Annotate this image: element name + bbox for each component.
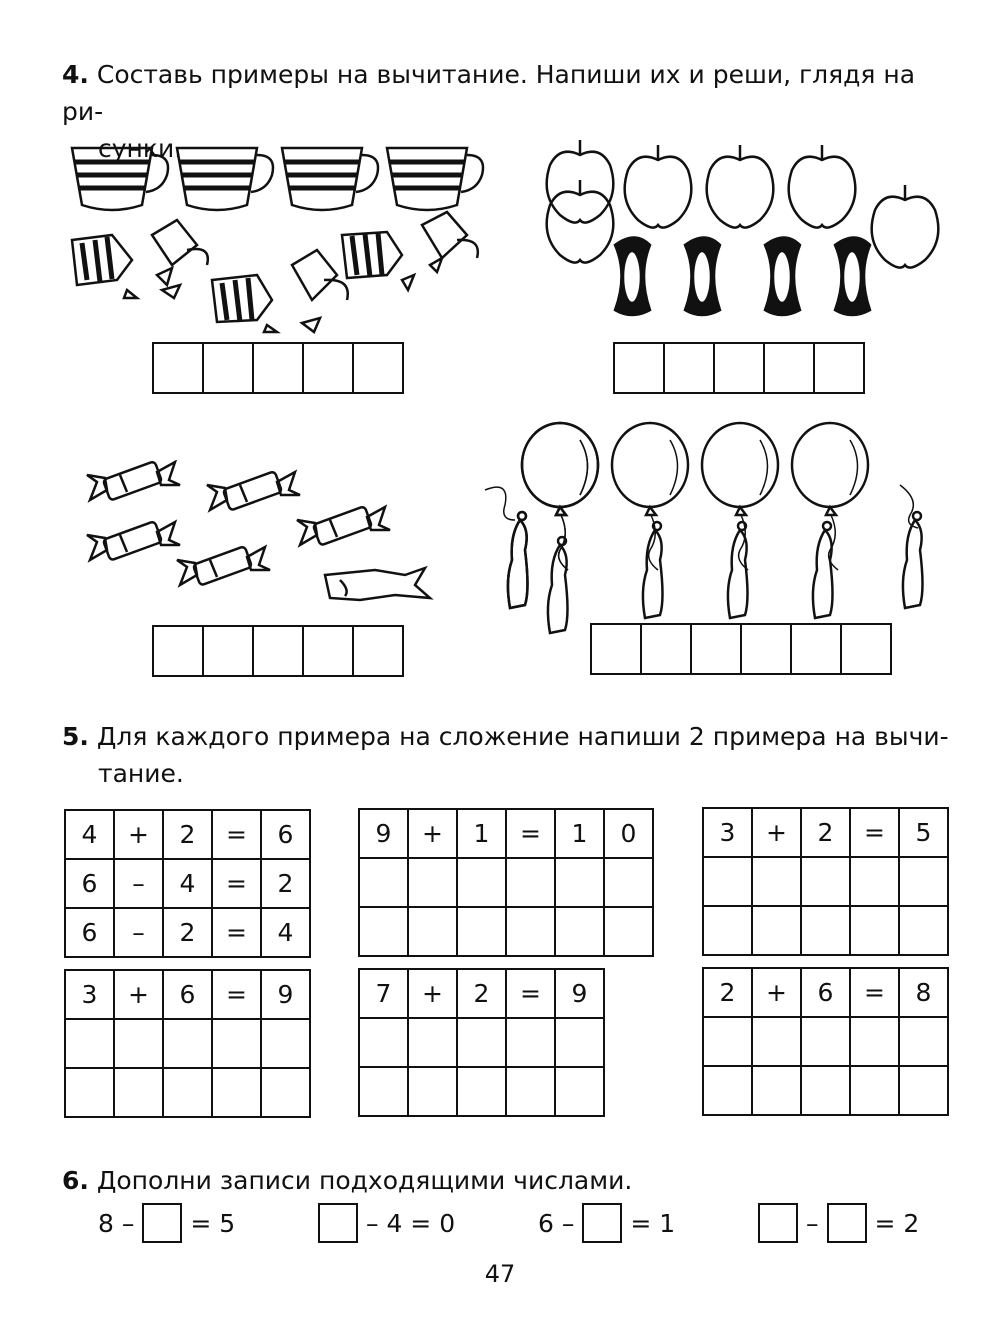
grid-cell[interactable] bbox=[555, 1067, 604, 1116]
grid-cell[interactable] bbox=[752, 1066, 801, 1115]
grid-cell[interactable] bbox=[801, 857, 850, 906]
grid-row bbox=[359, 969, 604, 1018]
answer-cell[interactable] bbox=[665, 344, 715, 392]
grid-row bbox=[359, 1018, 604, 1067]
cups-icon bbox=[62, 140, 492, 340]
grid-cell[interactable] bbox=[899, 857, 948, 906]
answer-cell[interactable] bbox=[692, 625, 742, 673]
answer-cell[interactable] bbox=[642, 625, 692, 673]
grid-cell[interactable]: 6 bbox=[801, 968, 850, 1017]
grid-cell[interactable]: 2 bbox=[163, 908, 212, 957]
grid-cell[interactable]: = bbox=[212, 859, 261, 908]
grid-row bbox=[703, 1017, 948, 1066]
apples-picture bbox=[540, 135, 950, 325]
answer-cell[interactable] bbox=[615, 344, 665, 392]
grid-cell[interactable]: 6 bbox=[163, 970, 212, 1019]
grid-cell[interactable]: 6 bbox=[65, 908, 114, 957]
fill-in-box[interactable] bbox=[318, 1203, 358, 1243]
grid-row bbox=[703, 808, 948, 857]
grid-cell[interactable]: 2 bbox=[457, 969, 506, 1018]
fill-in-box[interactable] bbox=[827, 1203, 867, 1243]
grid-cell[interactable]: 4 bbox=[261, 908, 310, 957]
equation-grid-3[interactable] bbox=[702, 807, 949, 956]
answer-cell[interactable] bbox=[354, 344, 402, 392]
equation-text: 8 – bbox=[98, 1208, 135, 1238]
answer-cell[interactable] bbox=[154, 344, 204, 392]
apples-icon bbox=[540, 135, 950, 325]
grid-cell[interactable] bbox=[506, 858, 555, 907]
grid-cell[interactable] bbox=[703, 1017, 752, 1066]
grid-cell[interactable] bbox=[65, 1068, 114, 1117]
grid-cell[interactable] bbox=[457, 1018, 506, 1067]
task-5-heading bbox=[62, 718, 952, 792]
grid-cell[interactable]: 9 bbox=[359, 809, 408, 858]
grid-cell[interactable] bbox=[850, 1066, 899, 1115]
grid-cell[interactable]: – bbox=[114, 859, 163, 908]
answer-cell[interactable] bbox=[154, 627, 204, 675]
grid-cell[interactable]: + bbox=[752, 968, 801, 1017]
candies-icon bbox=[85, 460, 435, 620]
answer-cell[interactable] bbox=[842, 625, 890, 673]
grid-cell[interactable] bbox=[65, 1019, 114, 1068]
task-number: 5. bbox=[62, 722, 89, 751]
grid-cell[interactable]: 6 bbox=[65, 859, 114, 908]
grid-cell[interactable]: = bbox=[212, 908, 261, 957]
grid-cell[interactable]: 9 bbox=[555, 969, 604, 1018]
grid-cell[interactable] bbox=[703, 906, 752, 955]
grid-cell[interactable]: 3 bbox=[65, 970, 114, 1019]
fill-in-box[interactable] bbox=[142, 1203, 182, 1243]
answer-cell[interactable] bbox=[204, 344, 254, 392]
grid-cell[interactable]: 7 bbox=[359, 969, 408, 1018]
grid-cell[interactable] bbox=[555, 1018, 604, 1067]
answer-cell[interactable] bbox=[304, 627, 354, 675]
equation-grid-4[interactable] bbox=[64, 969, 311, 1118]
grid-cell[interactable] bbox=[555, 858, 604, 907]
grid-cell[interactable] bbox=[703, 857, 752, 906]
task-text-continued: тание. bbox=[98, 759, 184, 788]
answer-cell[interactable] bbox=[742, 625, 792, 673]
grid-cell[interactable]: 3 bbox=[703, 808, 752, 857]
grid-cell[interactable] bbox=[506, 907, 555, 956]
answer-cell[interactable] bbox=[354, 627, 402, 675]
equation-grid-1[interactable] bbox=[64, 809, 311, 958]
grid-row bbox=[703, 968, 948, 1017]
equation-text: – bbox=[806, 1208, 819, 1238]
grid-row bbox=[703, 1066, 948, 1115]
grid-cell[interactable]: = bbox=[212, 810, 261, 859]
grid-cell[interactable] bbox=[212, 1019, 261, 1068]
grid-cell[interactable] bbox=[163, 1019, 212, 1068]
fill-in-box[interactable] bbox=[582, 1203, 622, 1243]
equation-2 bbox=[318, 1203, 455, 1243]
grid-row bbox=[703, 906, 948, 955]
answer-cell[interactable] bbox=[304, 344, 354, 392]
answer-cell[interactable] bbox=[765, 344, 815, 392]
answer-cell[interactable] bbox=[715, 344, 765, 392]
grid-cell[interactable] bbox=[114, 1019, 163, 1068]
grid-cell[interactable]: + bbox=[408, 809, 457, 858]
grid-row bbox=[359, 907, 653, 956]
balloons-icon bbox=[480, 420, 950, 635]
grid-cell[interactable] bbox=[261, 1019, 310, 1068]
grid-cell[interactable]: 5 bbox=[899, 808, 948, 857]
grid-cell[interactable] bbox=[408, 858, 457, 907]
grid-cell[interactable] bbox=[408, 1018, 457, 1067]
grid-cell[interactable]: 4 bbox=[65, 810, 114, 859]
grid-cell[interactable]: = bbox=[506, 969, 555, 1018]
grid-cell[interactable] bbox=[801, 1017, 850, 1066]
answer-cell[interactable] bbox=[592, 625, 642, 673]
grid-cell[interactable] bbox=[604, 858, 653, 907]
grid-row bbox=[65, 1019, 310, 1068]
answer-boxes-apples[interactable] bbox=[613, 342, 865, 394]
grid-row bbox=[65, 810, 310, 859]
grid-cell[interactable]: 1 bbox=[457, 809, 506, 858]
task-6-heading bbox=[62, 1162, 952, 1199]
task-number: 4. bbox=[62, 60, 89, 89]
grid-cell[interactable] bbox=[114, 1068, 163, 1117]
grid-cell[interactable] bbox=[163, 1068, 212, 1117]
answer-boxes-cups[interactable] bbox=[152, 342, 404, 394]
grid-cell[interactable]: 2 bbox=[801, 808, 850, 857]
grid-cell[interactable] bbox=[555, 907, 604, 956]
grid-cell[interactable] bbox=[457, 907, 506, 956]
grid-cell[interactable] bbox=[899, 1066, 948, 1115]
grid-cell[interactable] bbox=[604, 907, 653, 956]
answer-cell[interactable] bbox=[815, 344, 863, 392]
grid-cell[interactable] bbox=[408, 1067, 457, 1116]
grid-cell[interactable] bbox=[801, 1066, 850, 1115]
grid-cell[interactable] bbox=[703, 1066, 752, 1115]
grid-cell[interactable] bbox=[212, 1068, 261, 1117]
task-text: Дополни записи подходящими числами. bbox=[96, 1166, 633, 1195]
grid-row bbox=[359, 809, 653, 858]
grid-cell[interactable]: = bbox=[506, 809, 555, 858]
grid-cell[interactable] bbox=[359, 907, 408, 956]
answer-cell[interactable] bbox=[254, 344, 304, 392]
task-text-continued: сунки. bbox=[98, 134, 183, 163]
grid-cell[interactable]: + bbox=[114, 810, 163, 859]
grid-cell[interactable]: 1 bbox=[555, 809, 604, 858]
grid-cell[interactable]: = bbox=[850, 808, 899, 857]
grid-cell[interactable] bbox=[850, 857, 899, 906]
equation-text: 6 – bbox=[538, 1208, 575, 1238]
grid-cell[interactable] bbox=[850, 906, 899, 955]
grid-cell[interactable]: + bbox=[752, 808, 801, 857]
candies-picture bbox=[85, 460, 435, 620]
grid-row bbox=[359, 1067, 604, 1116]
grid-cell[interactable]: 0 bbox=[604, 809, 653, 858]
task-text: Для каждого примера на сложение напиши 2 примера на вычи- bbox=[96, 722, 949, 751]
grid-cell[interactable] bbox=[899, 1017, 948, 1066]
grid-cell[interactable] bbox=[752, 857, 801, 906]
task-text: Составь примеры на вычитание. Напиши их и реши, глядя на ри- bbox=[62, 60, 916, 126]
answer-boxes-candies[interactable] bbox=[152, 625, 404, 677]
equation-text: – 4 = 0 bbox=[366, 1208, 456, 1238]
grid-cell[interactable] bbox=[359, 1018, 408, 1067]
equation-text: = 5 bbox=[190, 1208, 236, 1238]
cups-picture bbox=[62, 140, 492, 340]
grid-cell[interactable] bbox=[850, 1017, 899, 1066]
grid-cell[interactable]: 9 bbox=[261, 970, 310, 1019]
equation-grid-6[interactable] bbox=[702, 967, 949, 1116]
grid-cell[interactable] bbox=[752, 1017, 801, 1066]
fill-in-box[interactable] bbox=[758, 1203, 798, 1243]
grid-row bbox=[359, 858, 653, 907]
equation-grid-2[interactable] bbox=[358, 808, 654, 957]
grid-cell[interactable] bbox=[261, 1068, 310, 1117]
grid-cell[interactable]: 2 bbox=[163, 810, 212, 859]
grid-row bbox=[65, 970, 310, 1019]
grid-cell[interactable]: 2 bbox=[261, 859, 310, 908]
grid-cell[interactable]: – bbox=[114, 908, 163, 957]
answer-cell[interactable] bbox=[792, 625, 842, 673]
grid-row bbox=[65, 908, 310, 957]
equation-grid-5[interactable] bbox=[358, 968, 605, 1117]
equation-1 bbox=[98, 1203, 235, 1243]
grid-cell[interactable]: = bbox=[850, 968, 899, 1017]
grid-cell[interactable] bbox=[506, 1067, 555, 1116]
equation-text: = 1 bbox=[630, 1208, 676, 1238]
grid-cell[interactable]: + bbox=[114, 970, 163, 1019]
answer-cell[interactable] bbox=[204, 627, 254, 675]
grid-cell[interactable] bbox=[801, 906, 850, 955]
grid-cell[interactable] bbox=[408, 907, 457, 956]
grid-cell[interactable] bbox=[359, 1067, 408, 1116]
answer-cell[interactable] bbox=[254, 627, 304, 675]
grid-row bbox=[65, 1068, 310, 1117]
grid-cell[interactable] bbox=[457, 1067, 506, 1116]
grid-cell[interactable] bbox=[359, 858, 408, 907]
grid-cell[interactable]: 4 bbox=[163, 859, 212, 908]
grid-cell[interactable] bbox=[899, 906, 948, 955]
grid-cell[interactable]: = bbox=[212, 970, 261, 1019]
grid-cell[interactable] bbox=[506, 1018, 555, 1067]
grid-cell[interactable]: + bbox=[408, 969, 457, 1018]
grid-row bbox=[65, 859, 310, 908]
grid-cell[interactable] bbox=[752, 906, 801, 955]
equation-3 bbox=[538, 1203, 675, 1243]
equation-text: = 2 bbox=[874, 1208, 920, 1238]
grid-cell[interactable]: 8 bbox=[899, 968, 948, 1017]
grid-cell[interactable] bbox=[457, 858, 506, 907]
grid-cell[interactable]: 2 bbox=[703, 968, 752, 1017]
answer-boxes-balloons[interactable] bbox=[590, 623, 892, 675]
grid-cell[interactable]: 6 bbox=[261, 810, 310, 859]
task-number: 6. bbox=[62, 1166, 89, 1195]
grid-row bbox=[703, 857, 948, 906]
balloons-picture bbox=[480, 420, 950, 635]
page-number: 47 bbox=[484, 1260, 516, 1288]
equation-4 bbox=[758, 1203, 919, 1243]
